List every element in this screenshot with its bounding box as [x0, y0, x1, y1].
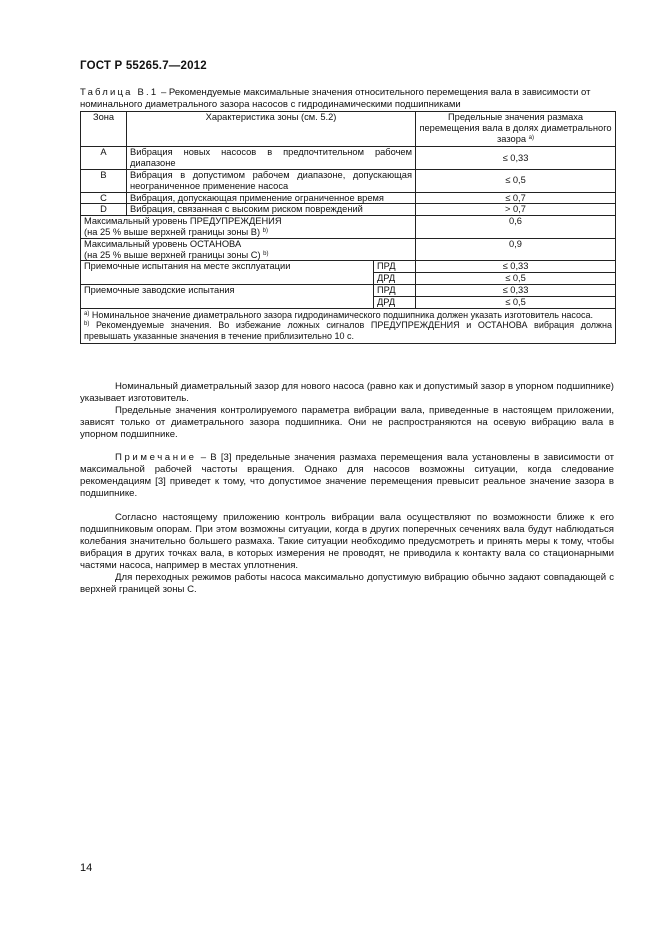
acceptance-value: ≤ 0,5 — [416, 273, 616, 285]
trip-level-line2: (на 25 % выше верхней границы зоны C) — [84, 249, 261, 260]
footnote-b-mark: b) — [84, 321, 90, 328]
footnote-a-mark: а) — [84, 310, 90, 317]
warning-level-line1: Максимальный уровень ПРЕДУПРЕЖДЕНИЯ — [84, 216, 282, 227]
paragraph-3: Согласно настоящему приложению контроль вибрации вала осуществляют по возможности ближе к его подшипниковым опорам. При этом возможны ситуации, когда в других поперечных сечениях вала будут наблюдаться колебания значительно большего размаха. Такие ситуации необходимо предусмотреть и принять меры к тому, чтобы вибрация в других точках вала, в которых измерения не проводят, не приводила к контакту вала со стационарными частями насоса, например в местах уплотнения. — [80, 512, 614, 571]
paragraph-1: Номинальный диаметральный зазор для нового насоса (равно как и допустимый зазор в упорном подшипнике) указывает изготовитель. — [80, 381, 614, 404]
zone-cell: C — [81, 192, 127, 204]
acceptance-value: ≤ 0,33 — [416, 261, 616, 273]
table-row — [81, 238, 616, 261]
acceptance-code: ПРД — [374, 284, 416, 296]
zone-value: ≤ 0,7 — [416, 192, 616, 204]
zone-cell: B — [81, 169, 127, 192]
table-row — [81, 284, 616, 296]
note-label: Примечание — [115, 452, 197, 463]
warning-level-note: b) — [262, 227, 269, 234]
zone-value: ≤ 0,33 — [416, 147, 616, 170]
acceptance-code: ДРД — [374, 273, 416, 285]
zone-value: ≤ 0,5 — [416, 169, 616, 192]
page-number: 14 — [80, 862, 93, 874]
zone-cell: A — [81, 147, 127, 170]
footnote-b — [84, 320, 612, 341]
header-zone: Зона — [81, 112, 127, 147]
footnote-b-text: Рекомендуемые значения. Во избежание ложных сигналов ПРЕДУПРЕЖДЕНИЯ и ОСТАНОВА вибрация должна превышать указанные значения в течение приблизительно 10 с. — [84, 320, 612, 341]
warning-level-line2: (на 25 % выше верхней границы зоны B) — [84, 226, 261, 237]
table-row — [81, 169, 616, 192]
table-row — [81, 216, 616, 239]
warning-level-value: 0,6 — [416, 216, 616, 239]
note-block — [80, 452, 614, 500]
zone-cell: D — [81, 204, 127, 216]
warning-level-label — [81, 216, 416, 239]
table-row — [81, 204, 616, 216]
table-caption — [80, 87, 615, 111]
vibration-limits-table — [80, 111, 616, 344]
acceptance-code: ДРД — [374, 296, 416, 308]
header-limits-note: а) — [528, 134, 534, 141]
trip-level-value: 0,9 — [416, 238, 616, 261]
acceptance-value: ≤ 0,5 — [416, 296, 616, 308]
trip-level-line1: Максимальный уровень ОСТАНОВА — [84, 238, 242, 249]
zone-description: Вибрация новых насосов в предпочтительном рабочем диапазоне — [127, 147, 416, 170]
table-row — [81, 261, 616, 273]
table-footnotes-row — [81, 308, 616, 344]
table-row — [81, 147, 616, 170]
footnote-a — [84, 310, 612, 321]
document-header: ГОСТ Р 55265.7—2012 — [80, 60, 207, 72]
table-caption-label: Таблица В.1 — [80, 87, 159, 98]
trip-level-note: b) — [263, 250, 269, 257]
header-limits-text: Предельные значения размаха перемещения вала в долях диаметрального зазора — [419, 112, 612, 144]
zone-description: Вибрация в допустимом рабочем диапазоне, допускающая неограниченное применение насоса — [127, 169, 416, 192]
zone-description: Вибрация, связанная с высоким риском повреждений — [127, 204, 416, 216]
acceptance-site-label: Приемочные испытания на месте эксплуатации — [81, 261, 374, 285]
acceptance-factory-label: Приемочные заводские испытания — [81, 284, 374, 308]
zone-value: > 0,7 — [416, 204, 616, 216]
acceptance-code: ПРД — [374, 261, 416, 273]
table-header-row — [81, 112, 616, 147]
paragraph-4: Для переходных режимов работы насоса максимально допустимую вибрацию обычно задают совпадающей с верхней границей зоны C. — [80, 572, 614, 595]
header-characteristic: Характеристика зоны (см. 5.2) — [127, 112, 416, 147]
header-limits — [416, 112, 616, 147]
note-paragraph — [80, 452, 614, 500]
acceptance-value: ≤ 0,33 — [416, 284, 616, 296]
note-text: – В [3] предельные значения размаха перемещения вала установлены в зависимости от максимальной рабочей частоты вращения. Однако для насосов возможны ситуации, когда следование рекомендациям [3] приведет к тому, что допустимое значение перемещения превысит реальное значение зазора в подшипнике. — [80, 452, 614, 499]
footnote-a-text: Номинальное значение диаметрального зазора гидродинамического подшипника должен указать изготовитель насоса. — [89, 309, 594, 320]
zone-description: Вибрация, допускающая применение ограниченное время — [127, 192, 416, 204]
table-row — [81, 192, 616, 204]
trip-level-label — [81, 238, 416, 261]
table-caption-text: – Рекомендуемые максимальные значения относительного перемещения вала в зависимости от номинального диаметрального зазора насосов с гидродинамическими подшипниками — [80, 87, 591, 110]
body-paragraphs-2 — [80, 512, 614, 596]
paragraph-2: Предельные значения контролируемого параметра вибрации вала, приведенные в настоящем приложении, зависят только от диаметрального зазора подшипника. Они не распространяются на осевую вибрацию вала в упорном подшипнике. — [80, 405, 614, 440]
body-paragraphs-1 — [80, 381, 614, 441]
table-footnotes — [81, 308, 616, 344]
